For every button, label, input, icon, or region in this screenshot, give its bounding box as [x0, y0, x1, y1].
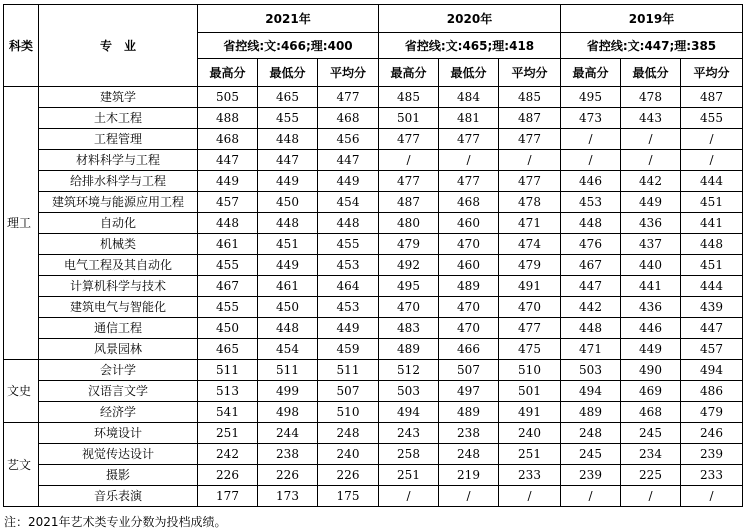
score-cell: 469	[621, 381, 681, 402]
score-cell: 226	[258, 465, 318, 486]
score-cell: /	[379, 150, 439, 171]
score-cell: 489	[379, 339, 439, 360]
score-cell: 455	[681, 108, 743, 129]
score-cell: 477	[499, 318, 561, 339]
table-row	[4, 339, 743, 360]
table-row	[4, 213, 743, 234]
table-row	[4, 360, 743, 381]
score-cell: /	[621, 486, 681, 507]
score-cell: 226	[318, 465, 379, 486]
score-cell: 499	[258, 381, 318, 402]
score-cell: 450	[198, 318, 258, 339]
score-cell: 449	[621, 192, 681, 213]
score-cell: 494	[379, 402, 439, 423]
score-cell: 477	[379, 171, 439, 192]
major-cell: 建筑电气与智能化	[39, 297, 198, 318]
header-avg: 平均分	[681, 59, 743, 87]
score-cell: 507	[318, 381, 379, 402]
score-cell: 476	[561, 234, 621, 255]
score-cell: 449	[198, 171, 258, 192]
score-cell: 541	[198, 402, 258, 423]
score-cell: 442	[561, 297, 621, 318]
score-cell: 449	[258, 255, 318, 276]
score-cell: 477	[318, 87, 379, 108]
table-row	[4, 486, 743, 507]
score-cell: 484	[439, 87, 499, 108]
table-row	[4, 150, 743, 171]
footnote: 注：2021年艺术类专业分数为投档成绩。	[4, 515, 227, 529]
score-cell: 448	[258, 318, 318, 339]
header-max: 最高分	[198, 59, 258, 87]
score-cell: 248	[561, 423, 621, 444]
score-cell: 457	[198, 192, 258, 213]
score-cell: 503	[379, 381, 439, 402]
score-cell: 453	[318, 297, 379, 318]
table-row	[4, 129, 743, 150]
table-row	[4, 423, 743, 444]
score-cell: 447	[198, 150, 258, 171]
score-cell: 510	[499, 360, 561, 381]
score-cell: 495	[379, 276, 439, 297]
major-cell: 会计学	[39, 360, 198, 381]
score-cell: 240	[499, 423, 561, 444]
score-cell: 491	[499, 276, 561, 297]
score-cell: 460	[439, 255, 499, 276]
score-cell: 466	[439, 339, 499, 360]
major-cell: 电气工程及其自动化	[39, 255, 198, 276]
score-cell: 436	[621, 213, 681, 234]
score-cell: 244	[258, 423, 318, 444]
score-cell: 451	[681, 255, 743, 276]
score-cell: 450	[258, 297, 318, 318]
score-cell: 439	[681, 297, 743, 318]
score-cell: 441	[681, 213, 743, 234]
score-cell: 491	[499, 402, 561, 423]
score-cell: 240	[318, 444, 379, 465]
score-cell: 455	[258, 108, 318, 129]
score-cell: 513	[198, 381, 258, 402]
table-row	[4, 297, 743, 318]
major-cell: 机械类	[39, 234, 198, 255]
score-cell: 477	[439, 129, 499, 150]
score-cell: 233	[681, 465, 743, 486]
admission-score-table	[3, 4, 743, 507]
score-cell: 494	[561, 381, 621, 402]
score-cell: /	[621, 129, 681, 150]
score-cell: 448	[258, 213, 318, 234]
score-cell: 449	[621, 339, 681, 360]
header-row-years	[4, 5, 743, 33]
score-cell: 246	[681, 423, 743, 444]
score-cell: 454	[258, 339, 318, 360]
score-cell: 489	[439, 276, 499, 297]
score-cell: 455	[198, 255, 258, 276]
header-year: 2020年	[379, 5, 561, 33]
major-cell: 建筑环境与能源应用工程	[39, 192, 198, 213]
score-cell: 497	[439, 381, 499, 402]
score-cell: 243	[379, 423, 439, 444]
category-cell: 艺文	[4, 423, 39, 507]
major-cell: 自动化	[39, 213, 198, 234]
header-major: 专 业	[39, 5, 198, 87]
score-cell: /	[681, 486, 743, 507]
score-cell: 486	[681, 381, 743, 402]
score-cell: 446	[621, 318, 681, 339]
score-cell: 470	[439, 318, 499, 339]
major-cell: 摄影	[39, 465, 198, 486]
score-cell: 487	[499, 108, 561, 129]
score-cell: 447	[681, 318, 743, 339]
score-cell: 470	[439, 234, 499, 255]
major-cell: 视觉传达设计	[39, 444, 198, 465]
score-cell: 470	[499, 297, 561, 318]
score-cell: 451	[258, 234, 318, 255]
header-avg: 平均分	[318, 59, 379, 87]
score-cell: /	[379, 486, 439, 507]
score-cell: 177	[198, 486, 258, 507]
score-cell: 470	[439, 297, 499, 318]
header-category: 科类	[4, 5, 39, 87]
score-cell: /	[561, 129, 621, 150]
score-cell: 248	[318, 423, 379, 444]
score-cell: /	[499, 486, 561, 507]
score-cell: 444	[681, 171, 743, 192]
score-cell: 477	[499, 171, 561, 192]
header-control-line: 省控线:文:466;理:400	[198, 33, 379, 59]
score-cell: 505	[198, 87, 258, 108]
score-cell: 449	[258, 171, 318, 192]
table-row	[4, 171, 743, 192]
major-cell: 土木工程	[39, 108, 198, 129]
score-cell: 449	[318, 171, 379, 192]
table-row	[4, 318, 743, 339]
score-cell: 487	[681, 87, 743, 108]
score-cell: 460	[439, 213, 499, 234]
header-max: 最高分	[561, 59, 621, 87]
score-cell: 443	[621, 108, 681, 129]
score-cell: 461	[258, 276, 318, 297]
score-cell: 511	[318, 360, 379, 381]
score-cell: 511	[258, 360, 318, 381]
table-row	[4, 87, 743, 108]
score-cell: 479	[681, 402, 743, 423]
table-row	[4, 402, 743, 423]
score-cell: 446	[561, 171, 621, 192]
score-cell: 238	[258, 444, 318, 465]
score-cell: 485	[499, 87, 561, 108]
score-cell: 479	[379, 234, 439, 255]
score-cell: 451	[681, 192, 743, 213]
score-cell: 447	[561, 276, 621, 297]
score-cell: 503	[561, 360, 621, 381]
score-cell: /	[499, 150, 561, 171]
score-cell: /	[681, 129, 743, 150]
score-cell: 442	[621, 171, 681, 192]
table-row	[4, 255, 743, 276]
header-control-line: 省控线:文:465;理:418	[379, 33, 561, 59]
score-cell: 239	[561, 465, 621, 486]
header-min: 最低分	[258, 59, 318, 87]
score-cell: 251	[379, 465, 439, 486]
score-cell: 448	[258, 129, 318, 150]
table-row	[4, 444, 743, 465]
score-cell: 449	[318, 318, 379, 339]
major-cell: 计算机科学与技术	[39, 276, 198, 297]
header-year: 2021年	[198, 5, 379, 33]
score-cell: 175	[318, 486, 379, 507]
score-cell: 173	[258, 486, 318, 507]
major-cell: 环境设计	[39, 423, 198, 444]
score-cell: 468	[318, 108, 379, 129]
score-cell: 468	[621, 402, 681, 423]
score-cell: 234	[621, 444, 681, 465]
header-control-line: 省控线:文:447;理:385	[561, 33, 743, 59]
table-body	[4, 87, 743, 507]
score-cell: 251	[499, 444, 561, 465]
score-cell: 471	[499, 213, 561, 234]
score-cell: 455	[198, 297, 258, 318]
score-cell: 448	[681, 234, 743, 255]
score-cell: 489	[439, 402, 499, 423]
score-cell: 444	[681, 276, 743, 297]
major-cell: 通信工程	[39, 318, 198, 339]
header-min: 最低分	[621, 59, 681, 87]
score-cell: 474	[499, 234, 561, 255]
score-cell: 456	[318, 129, 379, 150]
major-cell: 音乐表演	[39, 486, 198, 507]
score-cell: 494	[681, 360, 743, 381]
table-row	[4, 234, 743, 255]
score-cell: 468	[198, 129, 258, 150]
score-cell: 512	[379, 360, 439, 381]
score-cell: 492	[379, 255, 439, 276]
score-cell: 510	[318, 402, 379, 423]
score-cell: 483	[379, 318, 439, 339]
score-cell: /	[681, 150, 743, 171]
score-cell: 475	[499, 339, 561, 360]
score-cell: 457	[681, 339, 743, 360]
score-cell: 242	[198, 444, 258, 465]
score-cell: /	[439, 486, 499, 507]
score-cell: 448	[561, 318, 621, 339]
score-cell: 498	[258, 402, 318, 423]
score-cell: 485	[379, 87, 439, 108]
score-cell: 511	[198, 360, 258, 381]
score-cell: 248	[439, 444, 499, 465]
score-cell: 495	[561, 87, 621, 108]
score-cell: 467	[561, 255, 621, 276]
score-cell: 455	[318, 234, 379, 255]
score-cell: 459	[318, 339, 379, 360]
score-cell: /	[561, 486, 621, 507]
score-cell: 467	[198, 276, 258, 297]
score-cell: 465	[198, 339, 258, 360]
score-cell: 464	[318, 276, 379, 297]
score-cell: 465	[258, 87, 318, 108]
score-cell: 238	[439, 423, 499, 444]
major-cell: 工程管理	[39, 129, 198, 150]
major-cell: 给排水科学与工程	[39, 171, 198, 192]
score-cell: 233	[499, 465, 561, 486]
score-cell: 478	[621, 87, 681, 108]
score-cell: /	[439, 150, 499, 171]
score-cell: 226	[198, 465, 258, 486]
score-cell: /	[561, 150, 621, 171]
score-cell: 225	[621, 465, 681, 486]
score-cell: 450	[258, 192, 318, 213]
score-cell: 453	[318, 255, 379, 276]
score-cell: 487	[379, 192, 439, 213]
table-row	[4, 465, 743, 486]
header-max: 最高分	[379, 59, 439, 87]
score-cell: 490	[621, 360, 681, 381]
major-cell: 材料科学与工程	[39, 150, 198, 171]
category-cell: 理工	[4, 87, 39, 360]
score-cell: 471	[561, 339, 621, 360]
header-min: 最低分	[439, 59, 499, 87]
table-row	[4, 276, 743, 297]
major-cell: 建筑学	[39, 87, 198, 108]
score-cell: 219	[439, 465, 499, 486]
score-cell: 488	[198, 108, 258, 129]
score-cell: 245	[561, 444, 621, 465]
score-cell: 441	[621, 276, 681, 297]
header-avg: 平均分	[499, 59, 561, 87]
score-cell: 251	[198, 423, 258, 444]
header-year: 2019年	[561, 5, 743, 33]
score-cell: 501	[499, 381, 561, 402]
table-row	[4, 108, 743, 129]
major-cell: 汉语言文学	[39, 381, 198, 402]
category-cell: 文史	[4, 360, 39, 423]
score-cell: 468	[439, 192, 499, 213]
score-cell: 477	[439, 171, 499, 192]
score-cell: 447	[258, 150, 318, 171]
score-cell: 258	[379, 444, 439, 465]
score-cell: 448	[318, 213, 379, 234]
table-row	[4, 192, 743, 213]
score-cell: 453	[561, 192, 621, 213]
score-cell: 448	[561, 213, 621, 234]
score-cell: 477	[379, 129, 439, 150]
score-cell: 480	[379, 213, 439, 234]
score-cell: 448	[198, 213, 258, 234]
score-cell: 507	[439, 360, 499, 381]
score-cell: 239	[681, 444, 743, 465]
major-cell: 风景园林	[39, 339, 198, 360]
score-cell: 489	[561, 402, 621, 423]
score-cell: 473	[561, 108, 621, 129]
score-cell: 440	[621, 255, 681, 276]
score-cell: 478	[499, 192, 561, 213]
score-cell: 245	[621, 423, 681, 444]
score-cell: 477	[499, 129, 561, 150]
score-cell: 436	[621, 297, 681, 318]
table-row	[4, 381, 743, 402]
score-cell: /	[621, 150, 681, 171]
score-cell: 437	[621, 234, 681, 255]
score-cell: 454	[318, 192, 379, 213]
score-cell: 501	[379, 108, 439, 129]
score-cell: 479	[499, 255, 561, 276]
score-cell: 447	[318, 150, 379, 171]
score-cell: 461	[198, 234, 258, 255]
score-cell: 481	[439, 108, 499, 129]
major-cell: 经济学	[39, 402, 198, 423]
score-cell: 470	[379, 297, 439, 318]
